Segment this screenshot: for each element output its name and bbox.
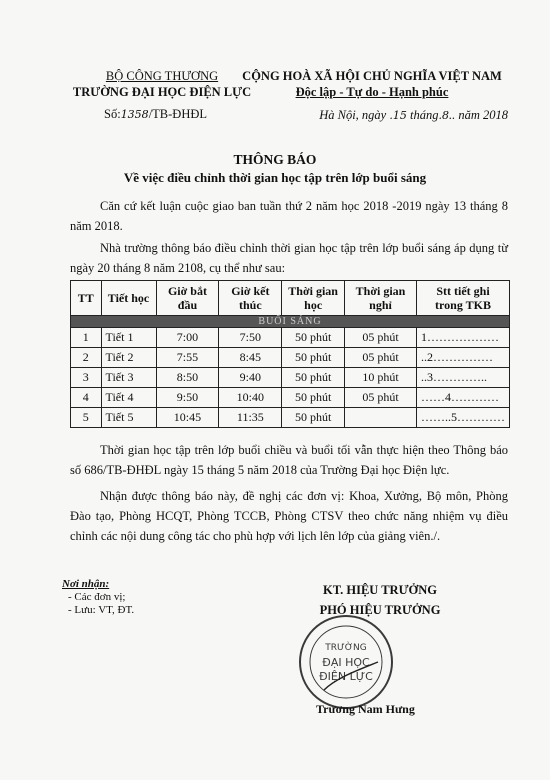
seal-line-2: ĐẠI HỌC [322, 656, 370, 669]
table-cell: ..2…………… [417, 348, 510, 368]
table-cell: 7:55 [156, 348, 219, 368]
table-row [71, 348, 510, 368]
table-cell [344, 408, 416, 428]
document-date: Hà Nội, ngày .15 tháng.8.. năm 2018 [319, 108, 508, 122]
recipients-heading: Nơi nhận: [62, 578, 110, 590]
paragraph-afternoon: Thời gian học tập trên lớp buổi chiều và buổi tối vẫn thực hiện theo Thông báo số 686/TB-ĐHĐL ngày 15 tháng 5 năm 2018 của Trường Đại học Điện lực. [70, 443, 508, 477]
table-cell: 3 [71, 368, 102, 388]
table-cell: 8:45 [219, 348, 282, 368]
col-header-tkb: Stt tiết ghi trong TKB [417, 281, 510, 316]
table-cell: 1 [71, 328, 102, 348]
table-cell: 50 phút [282, 388, 345, 408]
table-row [71, 328, 510, 348]
table-cell: 8:50 [156, 368, 219, 388]
table-header-row [71, 281, 510, 316]
table-cell: ..3………….. [417, 368, 510, 388]
country-name: CỘNG HOÀ XÃ HỘI CHỦ NGHĨA VIỆT NAM [242, 69, 502, 83]
table-cell: 9:40 [219, 368, 282, 388]
morning-band-label: BUỔI SÁNG [71, 316, 510, 328]
table-cell: 05 phút [344, 328, 416, 348]
page-subtitle: Về việc điều chỉnh thời gian học tập trên lớp buổi sáng [123, 170, 427, 185]
table-cell: 50 phút [282, 408, 345, 428]
paragraph-basis: Căn cứ kết luận cuộc giao ban tuần thứ 2 năm học 2018 -2019 ngày 13 tháng 8 năm 2018. [70, 199, 508, 233]
national-heading [238, 68, 506, 100]
signer-role-primary: KT. HIỆU TRƯỞNG [322, 583, 438, 597]
table-cell: 1……………… [417, 328, 510, 348]
table-cell: ……4………… [417, 388, 510, 408]
col-header-duration: Thời gian học [282, 281, 345, 316]
table-cell: Tiết 4 [101, 388, 156, 408]
col-header-end: Giờ kết thúc [219, 281, 282, 316]
paragraph-notice: Nhà trường thông báo điều chỉnh thời gian học tập trên lớp buổi sáng áp dụng từ ngày 20 tháng 8 năm 2108, cụ thể như sau: [70, 241, 508, 275]
page-title: THÔNG BÁO [233, 152, 317, 167]
table-cell: 4 [71, 388, 102, 408]
table-cell: 50 phút [282, 328, 345, 348]
col-header-break: Thời gian nghỉ [344, 281, 416, 316]
national-motto: Độc lập - Tự do - Hạnh phúc [295, 85, 449, 99]
table-cell: 05 phút [344, 348, 416, 368]
table-cell: 10 phút [344, 368, 416, 388]
table-row [71, 408, 510, 428]
reference-number: Số:1358/TB-ĐHĐL [104, 107, 208, 121]
signer-role-deputy: PHÓ HIỆU TRƯỞNG [319, 603, 441, 617]
table-cell: Tiết 1 [101, 328, 156, 348]
recipient-item: - Lưu: VT, ĐT. [68, 604, 135, 616]
table-cell: 11:35 [219, 408, 282, 428]
table-cell: Tiết 2 [101, 348, 156, 368]
university-name: TRƯỜNG ĐẠI HỌC ĐIỆN LỰC [72, 85, 252, 99]
table-cell: 7:50 [219, 328, 282, 348]
table-cell: 7:00 [156, 328, 219, 348]
table-cell: 10:45 [156, 408, 219, 428]
table-row [71, 388, 510, 408]
recipients-block [62, 578, 134, 617]
morning-band-row [71, 316, 510, 328]
table-cell: 9:50 [156, 388, 219, 408]
table-cell: Tiết 3 [101, 368, 156, 388]
paragraph-request: Nhận được thông báo này, đề nghị các đơn vị: Khoa, Xưởng, Bộ môn, Phòng Đào tạo, Phòng HCQT, Phòng TCCB, Phòng CTSV theo chức năng nhiệm vụ điều chỉnh các nội dung công tác cho phù hợp với lịch lên lớp của giảng viên./. [70, 489, 508, 543]
ministry-name: BỘ CÔNG THƯƠNG [105, 69, 219, 83]
signer-name: Trương Nam Hưng [316, 702, 415, 716]
issuer-block [62, 68, 262, 123]
col-header-tt: TT [71, 281, 102, 316]
col-header-period: Tiết học [101, 281, 156, 316]
table-cell: 05 phút [344, 388, 416, 408]
table-cell: 50 phút [282, 368, 345, 388]
official-seal-icon [296, 612, 396, 712]
table-cell: 10:40 [219, 388, 282, 408]
table-cell: Tiết 5 [101, 408, 156, 428]
table-row [71, 368, 510, 388]
seal-line-1: TRƯỜNG [325, 643, 367, 653]
col-header-start: Giờ bắt đầu [156, 281, 219, 316]
recipient-item: - Các đơn vị; [68, 591, 126, 603]
table-cell: 2 [71, 348, 102, 368]
table-cell: 5 [71, 408, 102, 428]
schedule-table [70, 280, 510, 428]
table-cell: ……..5………… [417, 408, 510, 428]
seal-line-3: ĐIỆN LỰC [319, 670, 373, 683]
table-cell: 50 phút [282, 348, 345, 368]
